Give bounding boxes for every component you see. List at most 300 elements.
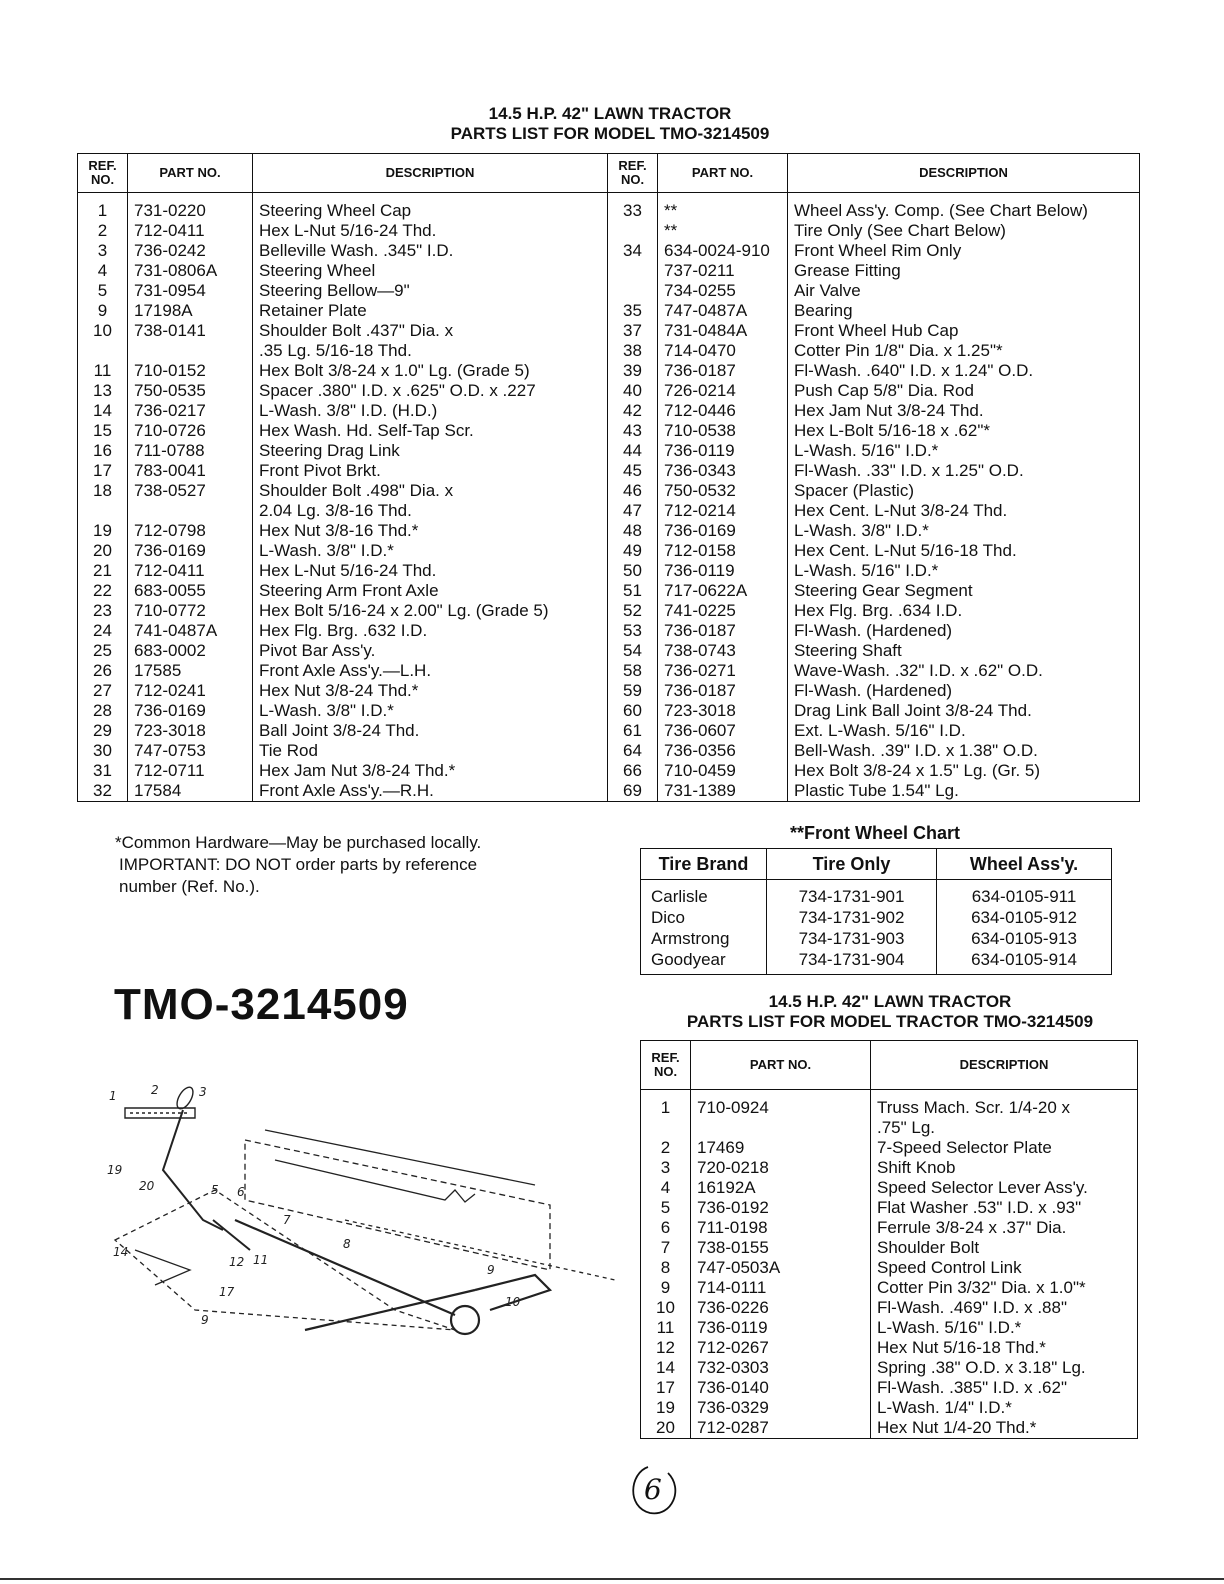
table-row	[78, 193, 1140, 222]
tire-only-cell: 734-1731-903	[767, 928, 937, 949]
part-no-cell: 714-0470	[658, 341, 788, 361]
part-no-cell: 736-0607	[658, 721, 788, 741]
description-cell: Ext. L-Wash. 5/16" I.D.	[788, 721, 1140, 741]
main-table-header	[78, 154, 1140, 193]
ref-no-cell: 24	[78, 621, 128, 641]
part-no-cell: 741-0225	[658, 601, 788, 621]
part-no-cell: 17585	[128, 661, 253, 681]
description-cell: L-Wash. 3/8" I.D.*	[253, 541, 608, 561]
sub-parts-table	[640, 1040, 1138, 1439]
part-no-cell	[691, 1118, 871, 1138]
part-no-cell: 738-0743	[658, 641, 788, 661]
part-no-cell: 712-0267	[691, 1338, 871, 1358]
part-no-cell: 736-0217	[128, 401, 253, 421]
callout-label: 19	[107, 1163, 123, 1177]
callout-label: 7	[283, 1213, 291, 1227]
part-no-cell: 736-0119	[658, 561, 788, 581]
table-row	[78, 561, 1140, 581]
ref-no-cell: 42	[608, 401, 658, 421]
table-row	[641, 1138, 1138, 1158]
ref-no-cell: 22	[78, 581, 128, 601]
ref-no-cell: 4	[78, 261, 128, 281]
part-no-cell: 736-0140	[691, 1378, 871, 1398]
ref-no-cell: 20	[78, 541, 128, 561]
table-row	[78, 661, 1140, 681]
ref-no-cell: 49	[608, 541, 658, 561]
part-header: PART NO.	[658, 154, 788, 193]
description-cell: .75" Lg.	[871, 1118, 1138, 1138]
callout-label: 8	[343, 1237, 351, 1251]
part-no-cell: 711-0198	[691, 1218, 871, 1238]
sub-title-line1: 14.5 H.P. 42" LAWN TRACTOR	[768, 992, 1012, 1011]
table-row	[78, 701, 1140, 721]
parts-diagram	[95, 1070, 615, 1350]
description-cell: Fl-Wash. .469" I.D. x .88"	[871, 1298, 1138, 1318]
wheel-assy-cell: 634-0105-912	[937, 907, 1112, 928]
description-cell: Cotter Pin 3/32" Dia. x 1.0"*	[871, 1278, 1138, 1298]
description-cell: Spring .38" O.D. x 3.18" Lg.	[871, 1358, 1138, 1378]
callout-label: 12	[229, 1255, 245, 1269]
description-cell: Grease Fitting	[788, 261, 1140, 281]
description-cell: Push Cap 5/8" Dia. Rod	[788, 381, 1140, 401]
description-cell: Truss Mach. Scr. 1/4-20 x	[871, 1090, 1138, 1119]
ref-no-cell: 27	[78, 681, 128, 701]
table-row	[78, 781, 1140, 802]
ref-no-cell: 9	[641, 1278, 691, 1298]
table-row	[78, 281, 1140, 301]
part-no-cell: 738-0155	[691, 1238, 871, 1258]
ref-no-cell: 34	[608, 241, 658, 261]
part-no-cell: 736-0187	[658, 361, 788, 381]
description-cell: Air Valve	[788, 281, 1140, 301]
part-no-cell: 736-0329	[691, 1398, 871, 1418]
description-cell: Speed Selector Lever Ass'y.	[871, 1178, 1138, 1198]
ref-no-cell: 11	[641, 1318, 691, 1338]
description-cell: .35 Lg. 5/16-18 Thd.	[253, 341, 608, 361]
ref-no-cell: 35	[608, 301, 658, 321]
description-cell: Hex L-Nut 5/16-24 Thd.	[253, 561, 608, 581]
description-cell: L-Wash. 5/16" I.D.*	[788, 561, 1140, 581]
sub-title-line2: PARTS LIST FOR MODEL TRACTOR TMO-3214509	[686, 1012, 1094, 1031]
part-no-cell: 738-0527	[128, 481, 253, 501]
ref-no-cell: 25	[78, 641, 128, 661]
callout-label: 5	[211, 1183, 219, 1197]
table-row	[641, 1298, 1138, 1318]
description-cell: Steering Drag Link	[253, 441, 608, 461]
ref-no-cell: 60	[608, 701, 658, 721]
ref-no-cell: 46	[608, 481, 658, 501]
part-no-cell: 736-0242	[128, 241, 253, 261]
part-header: PART NO.	[128, 154, 253, 193]
ref-no-cell: 9	[78, 301, 128, 321]
part-no-cell: 731-1389	[658, 781, 788, 802]
description-cell: Hex Flg. Brg. .634 I.D.	[788, 601, 1140, 621]
description-cell: Hex Jam Nut 3/8-24 Thd.*	[253, 761, 608, 781]
ref-no-cell: 69	[608, 781, 658, 802]
footnote-line: IMPORTANT: DO NOT order parts by reference	[119, 855, 478, 874]
ref-no-cell: 47	[608, 501, 658, 521]
desc-header: DESCRIPTION	[871, 1041, 1138, 1090]
page-number: 6	[644, 1473, 662, 1506]
tire-only-cell: 734-1731-904	[767, 949, 937, 975]
ref-no-cell: 6	[641, 1218, 691, 1238]
table-row	[78, 241, 1140, 261]
part-no-cell: 712-0241	[128, 681, 253, 701]
callout-labels	[107, 1083, 521, 1327]
table-row	[641, 1258, 1138, 1278]
description-cell: Hex Bolt 3/8-24 x 1.5" Lg. (Gr. 5)	[788, 761, 1140, 781]
ref-no-cell: 11	[78, 361, 128, 381]
wheel-assy-cell: 634-0105-913	[937, 928, 1112, 949]
table-row	[78, 621, 1140, 641]
ref-no-cell: 2	[641, 1138, 691, 1158]
ref-no-cell: 31	[78, 761, 128, 781]
tire-brand-cell: Dico	[641, 907, 767, 928]
description-cell: Flat Washer .53" I.D. x .93"	[871, 1198, 1138, 1218]
ref-no-cell: 21	[78, 561, 128, 581]
part-no-cell: 712-0411	[128, 561, 253, 581]
table-row	[641, 928, 1112, 949]
ref-header: REF. NO.	[641, 1041, 691, 1090]
ref-no-cell: 33	[608, 193, 658, 222]
ref-no-cell: 7	[641, 1238, 691, 1258]
description-cell: Hex L-Nut 5/16-24 Thd.	[253, 221, 608, 241]
ref-no-cell: 66	[608, 761, 658, 781]
part-no-cell: 712-0411	[128, 221, 253, 241]
part-no-cell: 731-0806A	[128, 261, 253, 281]
description-cell: Hex Nut 1/4-20 Thd.*	[871, 1418, 1138, 1439]
part-no-cell: 710-0772	[128, 601, 253, 621]
part-no-cell: 736-0226	[691, 1298, 871, 1318]
ref-no-cell: 61	[608, 721, 658, 741]
ref-no-cell: 19	[641, 1398, 691, 1418]
ref-no-cell	[78, 501, 128, 521]
description-cell: Fl-Wash. .33" I.D. x 1.25" O.D.	[788, 461, 1140, 481]
description-cell: 7-Speed Selector Plate	[871, 1138, 1138, 1158]
description-cell: Hex Nut 5/16-18 Thd.*	[871, 1338, 1138, 1358]
ref-no-cell: 1	[641, 1090, 691, 1119]
callout-label: 10	[505, 1295, 521, 1309]
description-cell: Front Wheel Rim Only	[788, 241, 1140, 261]
table-row	[78, 461, 1140, 481]
ref-no-cell: 16	[78, 441, 128, 461]
description-cell: Bell-Wash. .39" I.D. x 1.38" O.D.	[788, 741, 1140, 761]
ref-no-cell: 3	[78, 241, 128, 261]
description-cell: Ferrule 3/8-24 x .37" Dia.	[871, 1218, 1138, 1238]
ref-no-cell: 39	[608, 361, 658, 381]
table-row	[78, 601, 1140, 621]
tire-only-header: Tire Only	[767, 849, 937, 880]
ref-no-cell: 4	[641, 1178, 691, 1198]
table-row	[78, 261, 1140, 281]
table-row	[78, 221, 1140, 241]
table-row	[78, 641, 1140, 661]
ref-no-cell: 53	[608, 621, 658, 641]
table-row	[641, 1198, 1138, 1218]
description-cell: Pivot Bar Ass'y.	[253, 641, 608, 661]
main-title-line2: PARTS LIST FOR MODEL TMO-3214509	[450, 124, 770, 143]
part-no-cell: 734-0255	[658, 281, 788, 301]
description-cell: L-Wash. 3/8" I.D.*	[253, 701, 608, 721]
description-cell: Fl-Wash. .385" I.D. x .62"	[871, 1378, 1138, 1398]
description-cell: Hex Bolt 3/8-24 x 1.0" Lg. (Grade 5)	[253, 361, 608, 381]
ref-no-cell: 30	[78, 741, 128, 761]
table-row	[641, 880, 1112, 908]
part-no-cell: 723-3018	[128, 721, 253, 741]
wheel-chart-header	[641, 849, 1112, 880]
description-cell: Hex Wash. Hd. Self-Tap Scr.	[253, 421, 608, 441]
ref-no-cell: 15	[78, 421, 128, 441]
part-no-cell: 683-0002	[128, 641, 253, 661]
part-no-cell: 17584	[128, 781, 253, 802]
part-no-cell: 783-0041	[128, 461, 253, 481]
part-header: PART NO.	[691, 1041, 871, 1090]
part-no-cell: 710-0152	[128, 361, 253, 381]
ref-no-cell: 19	[78, 521, 128, 541]
part-no-cell: 712-0214	[658, 501, 788, 521]
ref-no-cell: 14	[78, 401, 128, 421]
description-cell: Cotter Pin 1/8" Dia. x 1.25"*	[788, 341, 1140, 361]
description-cell: Drag Link Ball Joint 3/8-24 Thd.	[788, 701, 1140, 721]
description-cell: Steering Bellow—9"	[253, 281, 608, 301]
description-cell: 2.04 Lg. 3/8-16 Thd.	[253, 501, 608, 521]
part-no-cell: 717-0622A	[658, 581, 788, 601]
table-row	[78, 581, 1140, 601]
part-no-cell: 736-0119	[658, 441, 788, 461]
table-row	[641, 1178, 1138, 1198]
part-no-cell: 736-0187	[658, 681, 788, 701]
part-no-cell: 732-0303	[691, 1358, 871, 1378]
ref-no-cell: 54	[608, 641, 658, 661]
part-no-cell: 634-0024-910	[658, 241, 788, 261]
ref-no-cell: 29	[78, 721, 128, 741]
ref-no-cell: 10	[78, 321, 128, 341]
table-row	[641, 1278, 1138, 1298]
table-row	[78, 421, 1140, 441]
part-no-cell: 712-0158	[658, 541, 788, 561]
table-row	[78, 681, 1140, 701]
callout-label: 9	[201, 1313, 209, 1327]
part-no-cell: 712-0446	[658, 401, 788, 421]
ref-no-cell: 5	[78, 281, 128, 301]
wheel-assy-cell: 634-0105-911	[937, 880, 1112, 908]
description-cell: Spacer (Plastic)	[788, 481, 1140, 501]
description-cell: Wheel Ass'y. Comp. (See Chart Below)	[788, 193, 1140, 222]
part-no-cell: 731-0954	[128, 281, 253, 301]
wheel-chart-title: **Front Wheel Chart	[789, 823, 960, 843]
part-no-cell: 736-0187	[658, 621, 788, 641]
part-no-cell: 711-0788	[128, 441, 253, 461]
table-row	[641, 1398, 1138, 1418]
part-no-cell: 737-0211	[658, 261, 788, 281]
table-row	[78, 381, 1140, 401]
callout-label: 14	[113, 1245, 129, 1259]
description-cell: Steering Wheel Cap	[253, 193, 608, 222]
part-no-cell: 741-0487A	[128, 621, 253, 641]
ref-no-cell: 44	[608, 441, 658, 461]
table-row	[641, 907, 1112, 928]
callout-label: 2	[151, 1083, 159, 1097]
description-cell: Steering Wheel	[253, 261, 608, 281]
description-cell: Steering Gear Segment	[788, 581, 1140, 601]
description-cell: Bearing	[788, 301, 1140, 321]
callout-label: 20	[139, 1179, 155, 1193]
table-row	[641, 949, 1112, 975]
part-no-cell: 750-0532	[658, 481, 788, 501]
main-list-title	[340, 104, 880, 144]
page-number-mark	[620, 1455, 690, 1525]
description-cell: Tie Rod	[253, 741, 608, 761]
part-no-cell: 747-0753	[128, 741, 253, 761]
description-cell: Hex Cent. L-Nut 3/8-24 Thd.	[788, 501, 1140, 521]
ref-no-cell	[608, 221, 658, 241]
table-row	[78, 341, 1140, 361]
description-cell: Ball Joint 3/8-24 Thd.	[253, 721, 608, 741]
part-no-cell: 714-0111	[691, 1278, 871, 1298]
ref-no-cell: 18	[78, 481, 128, 501]
desc-header: DESCRIPTION	[788, 154, 1140, 193]
part-no-cell: 736-0169	[658, 521, 788, 541]
part-no-cell: 723-3018	[658, 701, 788, 721]
shift-lever	[163, 1110, 250, 1250]
footnote-line: *Common Hardware—May be purchased locally.	[115, 833, 482, 852]
description-cell: Spacer .380" I.D. x .625" O.D. x .227	[253, 381, 608, 401]
ref-no-cell: 8	[641, 1258, 691, 1278]
ref-no-cell: 20	[641, 1418, 691, 1439]
description-cell: Front Wheel Hub Cap	[788, 321, 1140, 341]
part-no-cell: 17198A	[128, 301, 253, 321]
ref-no-cell	[78, 341, 128, 361]
table-row	[78, 521, 1140, 541]
ref-header: REF. NO.	[78, 154, 128, 193]
part-no-cell: 731-0220	[128, 193, 253, 222]
description-cell: Speed Control Link	[871, 1258, 1138, 1278]
part-no-cell	[128, 341, 253, 361]
sub-table-header	[641, 1041, 1138, 1090]
description-cell: L-Wash. 3/8" I.D. (H.D.)	[253, 401, 608, 421]
part-no-cell: 736-0271	[658, 661, 788, 681]
description-cell: L-Wash. 5/16" I.D.*	[788, 441, 1140, 461]
footnote	[115, 832, 585, 898]
description-cell: Belleville Wash. .345" I.D.	[253, 241, 608, 261]
table-row	[641, 1218, 1138, 1238]
description-cell: Front Axle Ass'y.—R.H.	[253, 781, 608, 802]
description-cell: Wave-Wash. .32" I.D. x .62" O.D.	[788, 661, 1140, 681]
wheel-assy-header: Wheel Ass'y.	[937, 849, 1112, 880]
description-cell: L-Wash. 1/4" I.D.*	[871, 1398, 1138, 1418]
part-no-cell: 747-0487A	[658, 301, 788, 321]
description-cell: Fl-Wash. (Hardened)	[788, 621, 1140, 641]
part-no-cell: 17469	[691, 1138, 871, 1158]
part-no-cell: 731-0484A	[658, 321, 788, 341]
table-row	[78, 741, 1140, 761]
ref-no-cell: 37	[608, 321, 658, 341]
table-row	[641, 1378, 1138, 1398]
desc-header: DESCRIPTION	[253, 154, 608, 193]
ref-no-cell: 13	[78, 381, 128, 401]
table-row	[78, 481, 1140, 501]
ref-no-cell: 50	[608, 561, 658, 581]
description-cell: Shoulder Bolt	[871, 1238, 1138, 1258]
description-cell: L-Wash. 5/16" I.D.*	[871, 1318, 1138, 1338]
footnote-line: number (Ref. No.).	[119, 877, 260, 896]
table-row	[78, 321, 1140, 341]
selector-plate	[125, 1085, 196, 1118]
description-cell: Hex Nut 3/8-16 Thd.*	[253, 521, 608, 541]
ref-header: REF. NO.	[608, 154, 658, 193]
part-no-cell: 712-0711	[128, 761, 253, 781]
description-cell: Shoulder Bolt .437" Dia. x	[253, 321, 608, 341]
ref-no-cell: 14	[641, 1358, 691, 1378]
ref-no-cell: 3	[641, 1158, 691, 1178]
table-row	[641, 1118, 1138, 1138]
part-no-cell: 736-0356	[658, 741, 788, 761]
part-no-cell	[128, 501, 253, 521]
callout-label: 1	[109, 1089, 117, 1103]
description-cell: Hex Nut 3/8-24 Thd.*	[253, 681, 608, 701]
description-cell: Shift Knob	[871, 1158, 1138, 1178]
part-no-cell: 726-0214	[658, 381, 788, 401]
main-parts-table	[77, 153, 1140, 802]
ref-no-cell: 38	[608, 341, 658, 361]
ref-no-cell: 1	[78, 193, 128, 222]
main-title-line1: 14.5 H.P. 42" LAWN TRACTOR	[488, 104, 732, 123]
part-no-cell: 736-0343	[658, 461, 788, 481]
part-no-cell: 712-0287	[691, 1418, 871, 1439]
part-no-cell: 683-0055	[128, 581, 253, 601]
table-row	[78, 761, 1140, 781]
ref-no-cell: 17	[78, 461, 128, 481]
ref-no-cell: 17	[641, 1378, 691, 1398]
wheel-chart-table	[640, 848, 1112, 975]
part-no-cell: 710-0538	[658, 421, 788, 441]
table-row	[641, 1158, 1138, 1178]
table-row	[641, 1358, 1138, 1378]
ref-no-cell: 58	[608, 661, 658, 681]
description-cell: L-Wash. 3/8" I.D.*	[788, 521, 1140, 541]
part-no-cell: 16192A	[691, 1178, 871, 1198]
frame-outline	[115, 1130, 615, 1330]
wheel-assy-cell: 634-0105-914	[937, 949, 1112, 975]
part-no-cell: **	[658, 221, 788, 241]
ref-no-cell: 23	[78, 601, 128, 621]
control-link	[235, 1220, 550, 1334]
ref-no-cell	[641, 1118, 691, 1138]
table-row	[78, 401, 1140, 421]
ref-no-cell: 48	[608, 521, 658, 541]
description-cell: Hex Bolt 5/16-24 x 2.00" Lg. (Grade 5)	[253, 601, 608, 621]
sub-list-title	[630, 992, 1150, 1032]
part-no-cell: 738-0141	[128, 321, 253, 341]
part-no-cell: 747-0503A	[691, 1258, 871, 1278]
description-cell: Fl-Wash. (Hardened)	[788, 681, 1140, 701]
part-no-cell: 736-0169	[128, 701, 253, 721]
ref-no-cell: 26	[78, 661, 128, 681]
table-row	[641, 1238, 1138, 1258]
table-row	[78, 501, 1140, 521]
description-cell: Retainer Plate	[253, 301, 608, 321]
model-number: TMO-3214509	[114, 980, 409, 1029]
ref-no-cell: 43	[608, 421, 658, 441]
description-cell: Tire Only (See Chart Below)	[788, 221, 1140, 241]
callout-label: 11	[253, 1253, 269, 1267]
part-no-cell: 712-0798	[128, 521, 253, 541]
part-no-cell: **	[658, 193, 788, 222]
description-cell: Steering Arm Front Axle	[253, 581, 608, 601]
ref-no-cell: 40	[608, 381, 658, 401]
description-cell: Plastic Tube 1.54" Lg.	[788, 781, 1140, 802]
callout-label: 17	[219, 1285, 235, 1299]
